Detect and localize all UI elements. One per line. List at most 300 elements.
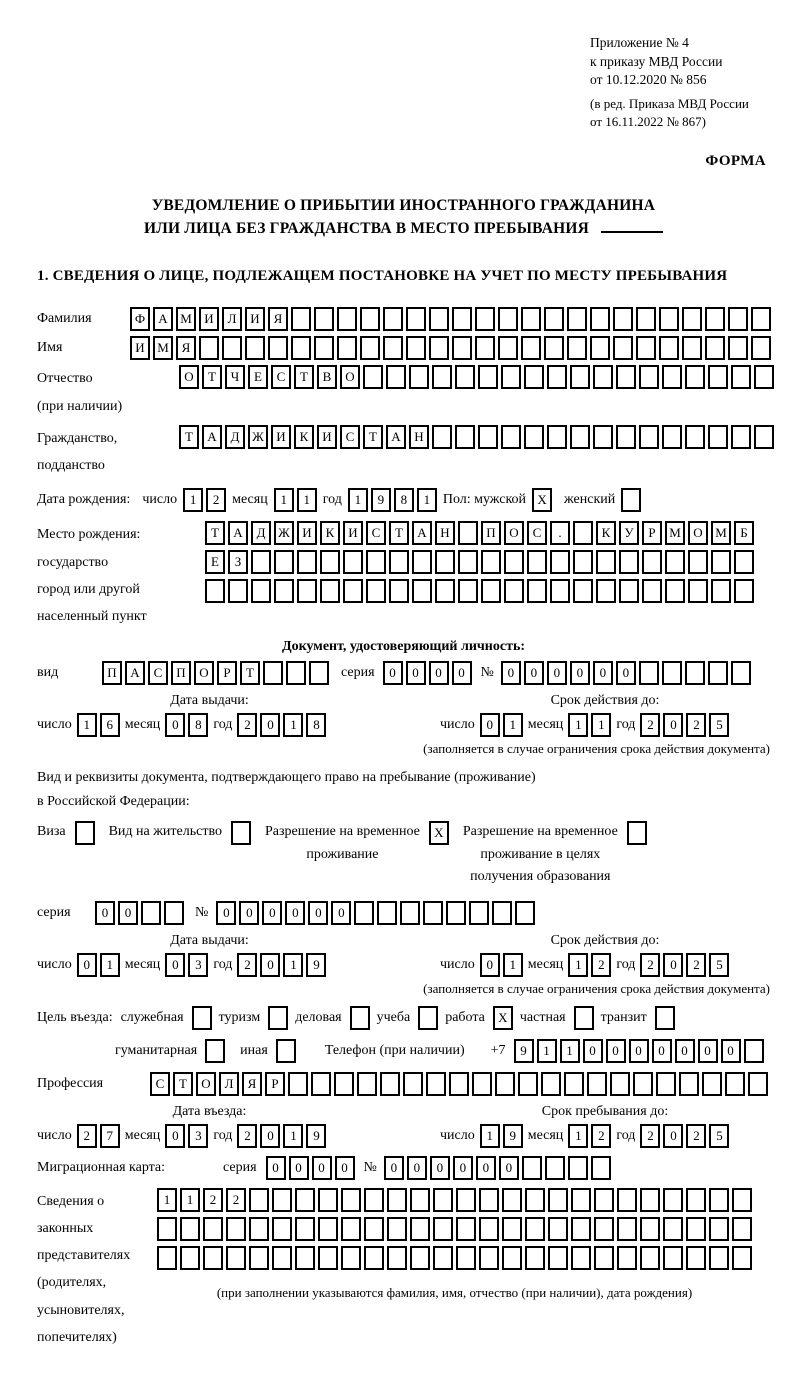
form-cell[interactable]	[504, 579, 524, 603]
form-cell[interactable]: 1	[591, 713, 611, 737]
form-cell[interactable]	[337, 336, 357, 360]
form-cell[interactable]: 0	[652, 1039, 672, 1063]
form-cell[interactable]: 2	[686, 713, 706, 737]
form-cell[interactable]: П	[171, 661, 191, 685]
form-cell[interactable]	[573, 550, 593, 574]
form-cell[interactable]	[686, 1246, 706, 1270]
form-cell[interactable]: С	[150, 1072, 170, 1096]
form-cell[interactable]	[751, 336, 771, 360]
form-cell[interactable]	[521, 307, 541, 331]
form-cell[interactable]	[311, 1072, 331, 1096]
form-cell[interactable]	[686, 1217, 706, 1241]
form-cell[interactable]	[708, 661, 728, 685]
form-cell[interactable]	[616, 365, 636, 389]
form-cell[interactable]	[751, 307, 771, 331]
form-cell[interactable]: 0	[308, 901, 328, 925]
form-cell[interactable]: О	[179, 365, 199, 389]
form-cell[interactable]	[410, 1246, 430, 1270]
form-cell[interactable]	[708, 425, 728, 449]
form-cell[interactable]	[366, 579, 386, 603]
form-cell[interactable]: X	[532, 488, 552, 512]
form-cell[interactable]: 0	[698, 1039, 718, 1063]
form-cell[interactable]	[498, 336, 518, 360]
form-cell[interactable]: А	[412, 521, 432, 545]
form-cell[interactable]	[501, 365, 521, 389]
form-cell[interactable]	[725, 1072, 745, 1096]
form-cell[interactable]	[709, 1188, 729, 1212]
form-cell[interactable]	[548, 1246, 568, 1270]
form-cell[interactable]	[288, 1072, 308, 1096]
form-cell[interactable]: 0	[165, 713, 185, 737]
form-cell[interactable]	[157, 1246, 177, 1270]
form-cell[interactable]	[192, 1006, 212, 1030]
form-cell[interactable]: К	[294, 425, 314, 449]
form-cell[interactable]	[541, 1072, 561, 1096]
form-cell[interactable]	[364, 1217, 384, 1241]
form-cell[interactable]	[228, 579, 248, 603]
form-cell[interactable]	[433, 1246, 453, 1270]
form-cell[interactable]: М	[665, 521, 685, 545]
form-cell[interactable]: 0	[312, 1156, 332, 1180]
form-cell[interactable]	[433, 1188, 453, 1212]
form-cell[interactable]	[663, 1188, 683, 1212]
form-cell[interactable]: Т	[389, 521, 409, 545]
form-cell[interactable]	[386, 365, 406, 389]
form-cell[interactable]: П	[481, 521, 501, 545]
form-cell[interactable]	[432, 365, 452, 389]
form-cell[interactable]: И	[245, 307, 265, 331]
form-cell[interactable]	[731, 425, 751, 449]
form-cell[interactable]	[458, 521, 478, 545]
form-cell[interactable]	[478, 425, 498, 449]
form-cell[interactable]	[383, 336, 403, 360]
form-cell[interactable]	[409, 365, 429, 389]
form-cell[interactable]	[662, 425, 682, 449]
form-cell[interactable]: X	[493, 1006, 513, 1030]
form-cell[interactable]: 5	[709, 1124, 729, 1148]
form-cell[interactable]	[418, 1006, 438, 1030]
form-cell[interactable]: 0	[499, 1156, 519, 1180]
form-cell[interactable]: Р	[642, 521, 662, 545]
form-cell[interactable]	[435, 550, 455, 574]
form-cell[interactable]	[545, 1156, 565, 1180]
form-cell[interactable]: 0	[216, 901, 236, 925]
form-cell[interactable]	[515, 901, 535, 925]
form-cell[interactable]	[276, 1039, 296, 1063]
form-cell[interactable]	[627, 821, 647, 845]
form-cell[interactable]: Ж	[248, 425, 268, 449]
form-cell[interactable]: 0	[453, 1156, 473, 1180]
form-cell[interactable]	[472, 1072, 492, 1096]
form-cell[interactable]: 1	[274, 488, 294, 512]
form-cell[interactable]	[571, 1217, 591, 1241]
form-cell[interactable]	[226, 1217, 246, 1241]
form-cell[interactable]: 0	[383, 661, 403, 685]
form-cell[interactable]: С	[148, 661, 168, 685]
form-cell[interactable]: Т	[202, 365, 222, 389]
form-cell[interactable]	[249, 1217, 269, 1241]
form-cell[interactable]	[320, 550, 340, 574]
form-cell[interactable]	[754, 365, 774, 389]
form-cell[interactable]	[591, 1156, 611, 1180]
form-cell[interactable]: 2	[206, 488, 226, 512]
form-cell[interactable]: 3	[188, 1124, 208, 1148]
form-cell[interactable]	[350, 1006, 370, 1030]
form-cell[interactable]	[364, 1188, 384, 1212]
form-cell[interactable]: О	[688, 521, 708, 545]
form-cell[interactable]	[570, 365, 590, 389]
form-cell[interactable]: 0	[406, 661, 426, 685]
form-cell[interactable]: Т	[294, 365, 314, 389]
form-cell[interactable]	[502, 1217, 522, 1241]
form-cell[interactable]	[360, 336, 380, 360]
form-cell[interactable]	[295, 1246, 315, 1270]
form-cell[interactable]	[363, 365, 383, 389]
form-cell[interactable]: 0	[165, 1124, 185, 1148]
form-cell[interactable]	[406, 336, 426, 360]
form-cell[interactable]: 0	[384, 1156, 404, 1180]
form-cell[interactable]	[291, 336, 311, 360]
form-cell[interactable]	[518, 1072, 538, 1096]
form-cell[interactable]: И	[199, 307, 219, 331]
form-cell[interactable]	[263, 661, 283, 685]
form-cell[interactable]	[199, 336, 219, 360]
form-cell[interactable]: 0	[289, 1156, 309, 1180]
form-cell[interactable]	[619, 550, 639, 574]
form-cell[interactable]	[357, 1072, 377, 1096]
form-cell[interactable]	[502, 1188, 522, 1212]
form-cell[interactable]	[297, 579, 317, 603]
form-cell[interactable]: З	[228, 550, 248, 574]
form-cell[interactable]: 2	[686, 953, 706, 977]
form-cell[interactable]: 0	[663, 953, 683, 977]
form-cell[interactable]	[731, 365, 751, 389]
form-cell[interactable]	[389, 550, 409, 574]
form-cell[interactable]	[665, 550, 685, 574]
form-cell[interactable]	[295, 1217, 315, 1241]
form-cell[interactable]: Т	[205, 521, 225, 545]
form-cell[interactable]	[734, 550, 754, 574]
form-cell[interactable]: 0	[335, 1156, 355, 1180]
form-cell[interactable]	[548, 1217, 568, 1241]
form-cell[interactable]	[633, 1072, 653, 1096]
form-cell[interactable]: 0	[429, 661, 449, 685]
form-cell[interactable]: 0	[407, 1156, 427, 1180]
form-cell[interactable]	[318, 1246, 338, 1270]
form-cell[interactable]: О	[340, 365, 360, 389]
form-cell[interactable]: 0	[721, 1039, 741, 1063]
form-cell[interactable]: 0	[675, 1039, 695, 1063]
form-cell[interactable]	[610, 1072, 630, 1096]
form-cell[interactable]	[594, 1217, 614, 1241]
form-cell[interactable]	[502, 1246, 522, 1270]
form-cell[interactable]	[478, 365, 498, 389]
form-cell[interactable]	[617, 1217, 637, 1241]
form-cell[interactable]	[573, 579, 593, 603]
form-cell[interactable]	[570, 425, 590, 449]
form-cell[interactable]	[665, 579, 685, 603]
form-cell[interactable]	[341, 1246, 361, 1270]
form-cell[interactable]	[343, 550, 363, 574]
form-cell[interactable]	[251, 550, 271, 574]
form-cell[interactable]	[655, 1006, 675, 1030]
form-cell[interactable]: 2	[237, 1124, 257, 1148]
form-cell[interactable]: 1	[183, 488, 203, 512]
form-cell[interactable]	[501, 425, 521, 449]
form-cell[interactable]	[203, 1217, 223, 1241]
form-cell[interactable]	[498, 307, 518, 331]
form-cell[interactable]	[527, 550, 547, 574]
form-cell[interactable]	[640, 1217, 660, 1241]
form-cell[interactable]	[458, 550, 478, 574]
form-cell[interactable]	[594, 1188, 614, 1212]
form-cell[interactable]	[679, 1072, 699, 1096]
form-cell[interactable]: С	[527, 521, 547, 545]
form-cell[interactable]	[400, 901, 420, 925]
form-cell[interactable]	[711, 579, 731, 603]
form-cell[interactable]: 1	[503, 953, 523, 977]
form-cell[interactable]: 1	[568, 713, 588, 737]
form-cell[interactable]	[249, 1246, 269, 1270]
form-cell[interactable]: 0	[239, 901, 259, 925]
form-cell[interactable]	[709, 1217, 729, 1241]
form-cell[interactable]: 2	[640, 953, 660, 977]
form-cell[interactable]: 0	[583, 1039, 603, 1063]
form-cell[interactable]: 0	[77, 953, 97, 977]
form-cell[interactable]	[732, 1188, 752, 1212]
form-cell[interactable]	[295, 1188, 315, 1212]
form-cell[interactable]	[479, 1246, 499, 1270]
form-cell[interactable]	[314, 336, 334, 360]
form-cell[interactable]	[456, 1246, 476, 1270]
form-cell[interactable]: И	[317, 425, 337, 449]
form-cell[interactable]	[596, 579, 616, 603]
form-cell[interactable]	[662, 661, 682, 685]
form-cell[interactable]	[432, 425, 452, 449]
form-cell[interactable]	[455, 425, 475, 449]
form-cell[interactable]	[550, 550, 570, 574]
form-cell[interactable]	[164, 901, 184, 925]
form-cell[interactable]	[272, 1188, 292, 1212]
form-cell[interactable]: Я	[176, 336, 196, 360]
form-cell[interactable]: У	[619, 521, 639, 545]
form-cell[interactable]	[180, 1246, 200, 1270]
form-cell[interactable]: 0	[262, 901, 282, 925]
form-cell[interactable]	[364, 1246, 384, 1270]
form-cell[interactable]	[682, 336, 702, 360]
form-cell[interactable]	[337, 307, 357, 331]
form-cell[interactable]: 9	[371, 488, 391, 512]
form-cell[interactable]	[479, 1217, 499, 1241]
form-cell[interactable]	[383, 307, 403, 331]
form-cell[interactable]	[593, 425, 613, 449]
form-cell[interactable]	[423, 901, 443, 925]
form-cell[interactable]	[616, 425, 636, 449]
form-cell[interactable]: 0	[606, 1039, 626, 1063]
form-cell[interactable]	[550, 579, 570, 603]
form-cell[interactable]: 9	[306, 1124, 326, 1148]
form-cell[interactable]	[574, 1006, 594, 1030]
form-cell[interactable]: 1	[283, 953, 303, 977]
form-cell[interactable]	[662, 365, 682, 389]
form-cell[interactable]	[636, 307, 656, 331]
form-cell[interactable]: 2	[591, 1124, 611, 1148]
form-cell[interactable]: Ф	[130, 307, 150, 331]
form-cell[interactable]: И	[297, 521, 317, 545]
form-cell[interactable]: 2	[77, 1124, 97, 1148]
form-cell[interactable]	[291, 307, 311, 331]
form-cell[interactable]: Я	[242, 1072, 262, 1096]
form-cell[interactable]	[354, 901, 374, 925]
form-cell[interactable]: Р	[217, 661, 237, 685]
form-cell[interactable]	[705, 336, 725, 360]
form-cell[interactable]	[685, 661, 705, 685]
form-cell[interactable]: Т	[173, 1072, 193, 1096]
form-cell[interactable]: 8	[306, 713, 326, 737]
form-cell[interactable]	[75, 821, 95, 845]
form-cell[interactable]	[617, 1246, 637, 1270]
form-cell[interactable]	[525, 1188, 545, 1212]
form-cell[interactable]	[475, 307, 495, 331]
form-cell[interactable]	[639, 365, 659, 389]
form-cell[interactable]: 0	[430, 1156, 450, 1180]
form-cell[interactable]	[452, 336, 472, 360]
form-cell[interactable]	[521, 336, 541, 360]
form-cell[interactable]	[547, 365, 567, 389]
form-cell[interactable]	[619, 579, 639, 603]
form-cell[interactable]	[731, 661, 751, 685]
form-cell[interactable]	[685, 425, 705, 449]
form-cell[interactable]	[636, 336, 656, 360]
form-cell[interactable]: А	[386, 425, 406, 449]
form-cell[interactable]	[596, 550, 616, 574]
form-cell[interactable]	[318, 1188, 338, 1212]
form-cell[interactable]: 1	[100, 953, 120, 977]
form-cell[interactable]	[639, 661, 659, 685]
form-cell[interactable]	[452, 307, 472, 331]
form-cell[interactable]: А	[125, 661, 145, 685]
form-cell[interactable]: М	[711, 521, 731, 545]
form-cell[interactable]: Б	[734, 521, 754, 545]
form-cell[interactable]	[621, 488, 641, 512]
form-cell[interactable]	[455, 365, 475, 389]
form-cell[interactable]	[475, 336, 495, 360]
form-cell[interactable]	[268, 336, 288, 360]
form-cell[interactable]	[366, 550, 386, 574]
form-cell[interactable]: 9	[503, 1124, 523, 1148]
form-cell[interactable]	[141, 901, 161, 925]
form-cell[interactable]	[435, 579, 455, 603]
form-cell[interactable]	[205, 579, 225, 603]
form-cell[interactable]: 1	[503, 713, 523, 737]
form-cell[interactable]	[297, 550, 317, 574]
form-cell[interactable]: 1	[348, 488, 368, 512]
form-cell[interactable]: 0	[480, 953, 500, 977]
form-cell[interactable]	[642, 550, 662, 574]
form-cell[interactable]: С	[340, 425, 360, 449]
form-cell[interactable]	[492, 901, 512, 925]
form-cell[interactable]	[613, 307, 633, 331]
form-cell[interactable]: 8	[394, 488, 414, 512]
form-cell[interactable]: 2	[640, 713, 660, 737]
form-cell[interactable]	[251, 579, 271, 603]
form-cell[interactable]: 0	[266, 1156, 286, 1180]
form-cell[interactable]	[180, 1217, 200, 1241]
form-cell[interactable]	[642, 579, 662, 603]
form-cell[interactable]: 1	[560, 1039, 580, 1063]
form-cell[interactable]: 2	[686, 1124, 706, 1148]
form-cell[interactable]	[274, 550, 294, 574]
form-cell[interactable]: Ж	[274, 521, 294, 545]
form-cell[interactable]: Л	[222, 307, 242, 331]
form-cell[interactable]	[481, 550, 501, 574]
form-cell[interactable]	[593, 365, 613, 389]
form-cell[interactable]	[590, 336, 610, 360]
form-cell[interactable]	[245, 336, 265, 360]
form-cell[interactable]	[341, 1217, 361, 1241]
form-cell[interactable]	[231, 821, 251, 845]
form-cell[interactable]: М	[153, 336, 173, 360]
form-cell[interactable]	[708, 365, 728, 389]
form-cell[interactable]: О	[504, 521, 524, 545]
form-cell[interactable]	[426, 1072, 446, 1096]
form-cell[interactable]	[318, 1217, 338, 1241]
form-cell[interactable]: 7	[100, 1124, 120, 1148]
form-cell[interactable]: Р	[265, 1072, 285, 1096]
form-cell[interactable]	[544, 336, 564, 360]
form-cell[interactable]	[640, 1246, 660, 1270]
form-cell[interactable]	[754, 425, 774, 449]
form-cell[interactable]	[590, 307, 610, 331]
form-cell[interactable]: 0	[260, 1124, 280, 1148]
form-cell[interactable]	[568, 1156, 588, 1180]
form-cell[interactable]: 0	[663, 713, 683, 737]
form-cell[interactable]: X	[429, 821, 449, 845]
form-cell[interactable]: Д	[251, 521, 271, 545]
form-cell[interactable]	[380, 1072, 400, 1096]
form-cell[interactable]: 0	[260, 953, 280, 977]
form-cell[interactable]: К	[320, 521, 340, 545]
form-cell[interactable]: А	[153, 307, 173, 331]
form-cell[interactable]	[547, 425, 567, 449]
form-cell[interactable]: 3	[188, 953, 208, 977]
form-cell[interactable]	[748, 1072, 768, 1096]
form-cell[interactable]	[433, 1217, 453, 1241]
form-cell[interactable]	[688, 550, 708, 574]
form-cell[interactable]	[449, 1072, 469, 1096]
form-cell[interactable]	[456, 1217, 476, 1241]
form-cell[interactable]: Е	[205, 550, 225, 574]
form-cell[interactable]: А	[202, 425, 222, 449]
form-cell[interactable]	[410, 1217, 430, 1241]
form-cell[interactable]	[659, 336, 679, 360]
form-cell[interactable]	[495, 1072, 515, 1096]
form-cell[interactable]: Т	[179, 425, 199, 449]
form-cell[interactable]: 0	[570, 661, 590, 685]
form-cell[interactable]	[613, 336, 633, 360]
form-cell[interactable]: 2	[640, 1124, 660, 1148]
form-cell[interactable]: 1	[180, 1188, 200, 1212]
form-cell[interactable]	[157, 1217, 177, 1241]
form-cell[interactable]: 0	[118, 901, 138, 925]
form-cell[interactable]: 0	[476, 1156, 496, 1180]
form-cell[interactable]: К	[596, 521, 616, 545]
form-cell[interactable]	[567, 336, 587, 360]
form-cell[interactable]: И	[343, 521, 363, 545]
form-cell[interactable]: 1	[297, 488, 317, 512]
form-cell[interactable]	[341, 1188, 361, 1212]
form-cell[interactable]	[203, 1246, 223, 1270]
